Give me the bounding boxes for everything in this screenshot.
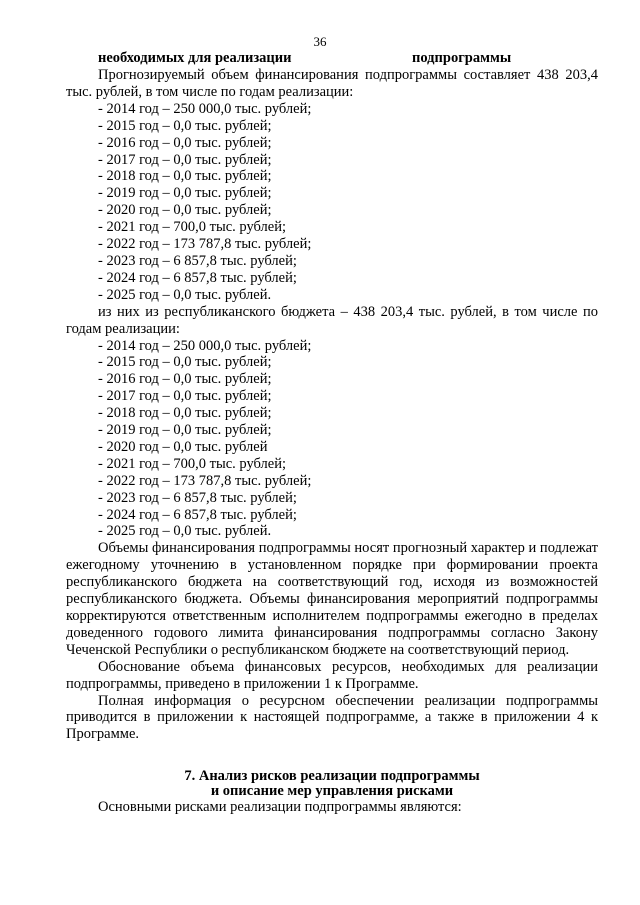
- budget-year-item: - 2024 год – 6 857,8 тыс. рублей;: [98, 506, 297, 523]
- financing-year-item: - 2022 год – 173 787,8 тыс. рублей;: [98, 236, 312, 253]
- full-info-paragraph: Полная информация о ресурсном обеспечении реализации подпрограммы приводится в приложении к настоящей подпрограмме, а также в приложении 4 к Программе.: [66, 692, 598, 743]
- budget-year-item: - 2023 год – 6 857,8 тыс. рублей;: [98, 489, 297, 506]
- budget-year-item: - 2014 год – 250 000,0 тыс. рублей;: [98, 337, 312, 354]
- budget-year-item: - 2021 год – 700,0 тыс. рублей;: [98, 455, 286, 472]
- continued-heading-left: необходимых для реализации: [98, 50, 292, 66]
- budget-year-item: - 2017 год – 0,0 тыс. рублей;: [98, 388, 272, 405]
- section-title: [66, 769, 598, 799]
- volumes-paragraph: Объемы финансирования подпрограммы носят прогнозный характер и подлежат ежегодному уточнению в установленном порядке при формировании проекта республиканского бюджета на соответствующий год, исходя из возможностей республиканского бюджета. Объемы финансирования мероприятий подпрограммы корректируются ответственным исполнителем подпрограммы ежегодно в пределах доведенного годового лимита финансирования подпрограммы согласно Закону Чеченской Республики о республиканском бюджете на соответствующий период.: [66, 540, 598, 658]
- financing-year-item: - 2025 год – 0,0 тыс. рублей.: [98, 286, 272, 303]
- financing-year-item: - 2018 год – 0,0 тыс. рублей;: [98, 168, 272, 185]
- financing-year-item: - 2024 год – 6 857,8 тыс. рублей;: [98, 269, 297, 286]
- financing-year-item: - 2015 год – 0,0 тыс. рублей;: [98, 117, 272, 134]
- financing-year-item: - 2021 год – 700,0 тыс. рублей;: [98, 219, 286, 236]
- budget-year-item: - 2015 год – 0,0 тыс. рублей;: [98, 354, 272, 371]
- budget-by-year-list: [66, 338, 598, 541]
- financing-year-item: - 2014 год – 250 000,0 тыс. рублей;: [98, 100, 312, 117]
- justification-paragraph: Обоснование объема финансовых ресурсов, необходимых для реализации подпрограммы, приведено в приложении 1 к Программе.: [66, 658, 598, 692]
- budget-intro: из них из республиканского бюджета – 438 203,4 тыс. рублей, в том числе по годам реализации:: [66, 303, 598, 337]
- budget-year-item: - 2018 год – 0,0 тыс. рублей;: [98, 405, 272, 422]
- section-spacer: [66, 743, 598, 769]
- financing-year-item: - 2023 год – 6 857,8 тыс. рублей;: [98, 252, 297, 269]
- budget-year-item: - 2019 год – 0,0 тыс. рублей;: [98, 422, 272, 439]
- budget-year-item: - 2025 год – 0,0 тыс. рублей.: [98, 523, 272, 540]
- financing-year-item: - 2016 год – 0,0 тыс. рублей;: [98, 134, 272, 151]
- budget-year-item: - 2022 год – 173 787,8 тыс. рублей;: [98, 472, 312, 489]
- page-number: 36: [313, 34, 327, 49]
- section-title-line1: 7. Анализ рисков реализации подпрограммы: [184, 768, 480, 785]
- budget-year-item: - 2016 год – 0,0 тыс. рублей;: [98, 371, 272, 388]
- document-body: [66, 67, 598, 816]
- financing-year-item: - 2019 год – 0,0 тыс. рублей;: [98, 185, 272, 202]
- financing-intro: Прогнозируемый объем финансирования подпрограммы составляет 438 203,4 тыс. рублей, в том числе по годам реализации:: [66, 67, 598, 100]
- financing-year-item: - 2017 год – 0,0 тыс. рублей;: [98, 151, 272, 168]
- section-title-line2: и описание мер управления рисками: [210, 783, 454, 800]
- risks-intro: Основными рисками реализации подпрограммы являются:: [98, 799, 462, 816]
- financing-year-item: - 2020 год – 0,0 тыс. рублей;: [98, 202, 272, 219]
- continued-heading-right: подпрограммы: [412, 50, 512, 66]
- budget-year-item: - 2020 год – 0,0 тыс. рублей: [98, 438, 268, 455]
- financing-by-year-list: [66, 101, 598, 304]
